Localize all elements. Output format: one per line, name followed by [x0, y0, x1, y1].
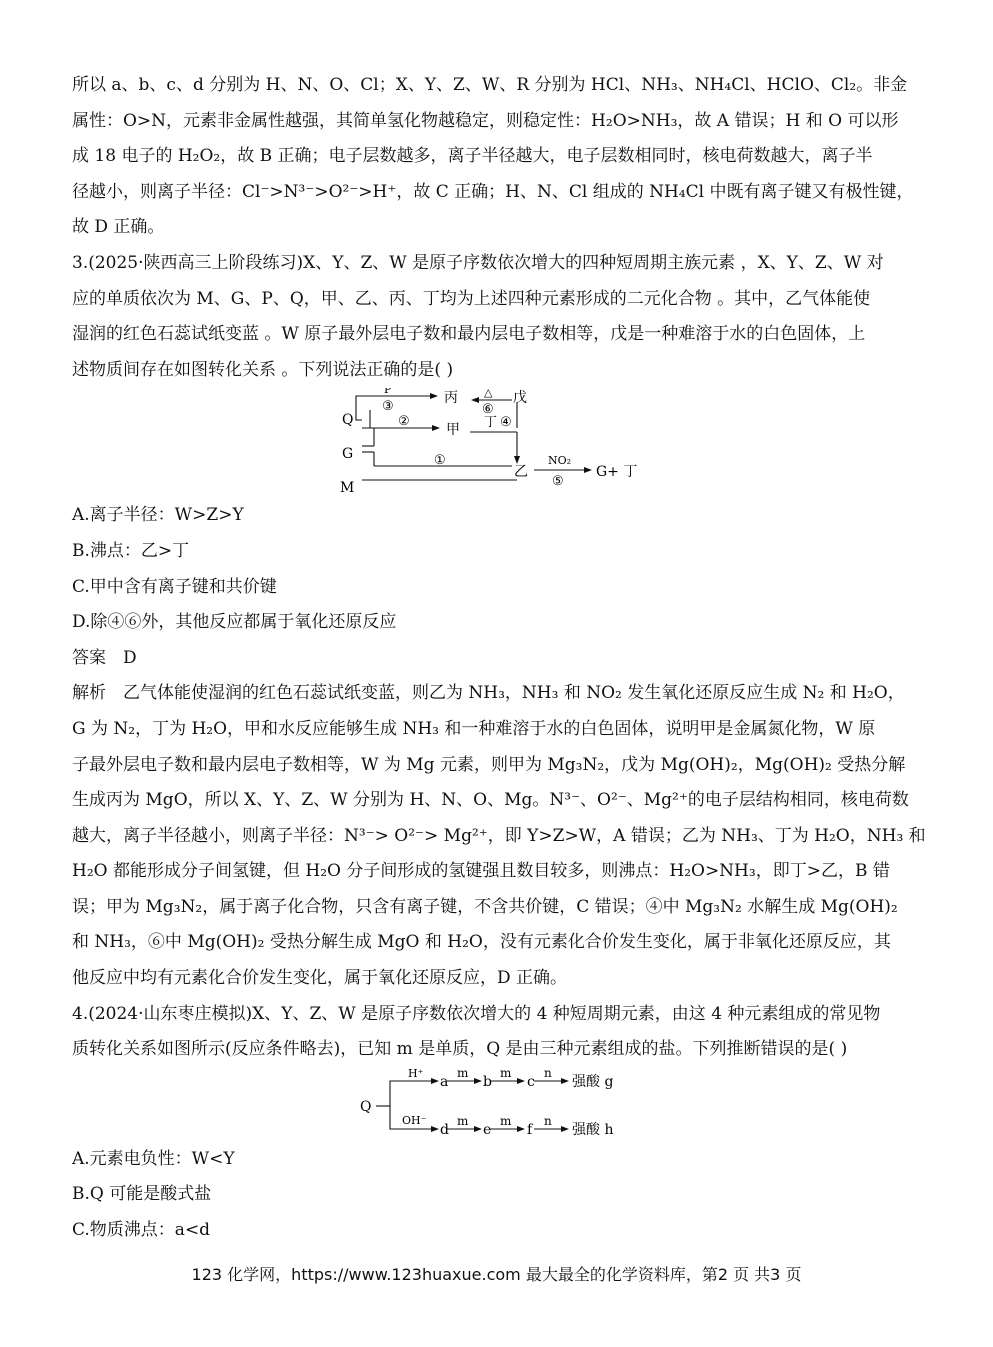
compound-bing: 丙 — [444, 390, 458, 407]
compound-f: f — [527, 1121, 533, 1138]
step-4: ④ — [500, 415, 512, 431]
q3-diagram-svg — [72, 388, 932, 498]
reagent-m: m — [457, 1067, 469, 1080]
step-2: ② — [398, 414, 410, 430]
compound-wu: 戊 — [513, 390, 527, 407]
compound-a: a — [440, 1073, 449, 1090]
page-content — [72, 68, 932, 1249]
question-stem-line: 质转化关系如图所示(反应条件略去)，已知 m 是单质，Q 是由三种元素组成的盐。下列推断错误的是( ) — [72, 1039, 848, 1060]
option-a: A.元素电负性：W<Y — [72, 1148, 235, 1169]
q3-transformation-diagram — [72, 388, 932, 498]
heat-symbol: △ — [484, 388, 493, 400]
analysis-line: 和 NH₃，⑥中 Mg(OH)₂ 受热分解生成 MgO 和 H₂O，没有元素化合价发生变化，属于非氧化还原反应，其 — [72, 932, 891, 953]
text-line: 故 D 正确。 — [72, 217, 165, 238]
compound-b: b — [483, 1073, 492, 1090]
step-5: ⑤ — [552, 474, 564, 490]
analysis-line: G 为 N₂，丁为 H₂O，甲和水反应能够生成 NH₃ 和一种难溶于水的白色固体，说明甲是金属氮化物，W 原 — [72, 718, 876, 739]
question-stem-line: 应的单质依次为 M、G、P、Q，甲、乙、丙、丁均为上述四种元素形成的二元化合物 。其中，乙气体能使 — [72, 288, 871, 309]
compound-e: e — [483, 1121, 492, 1138]
option-b: B.Q 可能是酸式盐 — [72, 1184, 212, 1205]
answer-label: 答案 — [72, 647, 106, 668]
step-3: ③ — [382, 399, 394, 415]
text-line: 成 18 电子的 H₂O₂，故 B 正确；电子层数越多，离子半径越大，电子层数相同时，核电荷数越大，离子半 — [72, 146, 873, 167]
compound-d: d — [440, 1121, 449, 1138]
analysis-line: 解析 乙气体能使湿润的红色石蕊试纸变蓝，则乙为 NH₃，NH₃ 和 NO₂ 发生氧化还原反应生成 N₂ 和 H₂O， — [72, 683, 905, 704]
reagent-ding: 丁 — [484, 415, 498, 431]
analysis-line: 子最外层电子数和最内层电子数相等，W 为 Mg 元素，则甲为 Mg₃N₂，戊为 Mg(OH)₂，Mg(OH)₂ 受热分解 — [72, 754, 906, 775]
step-1: ① — [434, 453, 446, 469]
option-c: C.物质沸点：a<d — [72, 1220, 211, 1241]
compound-c: c — [527, 1073, 535, 1090]
question-stem-line: 3.(2025·陕西高三上阶段练习)X、Y、Z、W 是原子序数依次增大的四种短周期主族元素 ，X、Y、Z、W 对 — [72, 252, 884, 273]
reagent-m: m — [500, 1067, 512, 1080]
page-footer: 123 化学网，https://www.123huaxue.com 最大最全的化学资料库，第2 页 共3 页 — [191, 1265, 802, 1284]
previous-analysis — [72, 68, 932, 246]
q4-diagram-svg — [72, 1068, 932, 1142]
reagent-n: n — [544, 1067, 552, 1080]
text-line: 属性：O>N，元素非金属性越强，其简单氢化物越稳定，则稳定性：H₂O>NH₃，故 A 错误；H 和 O 可以形 — [72, 110, 899, 131]
question-stem-line: 述物质间存在如图转化关系 。下列说法正确的是( ) — [72, 359, 454, 380]
answer-line — [72, 641, 932, 677]
label-G: G — [342, 446, 354, 463]
q4-transformation-diagram — [72, 1068, 932, 1142]
label-Q: Q — [342, 412, 354, 429]
label-M: M — [340, 480, 355, 497]
option-c: C.甲中含有离子键和共价键 — [72, 576, 277, 597]
label-hplus: H⁺ — [408, 1067, 424, 1080]
strong-acid-g: 强酸 g — [572, 1073, 614, 1090]
question-4 — [72, 997, 932, 1249]
label-P: P — [384, 388, 392, 397]
step-6: ⑥ — [482, 402, 494, 418]
text-line: 径越小，则离子半径：Cl⁻>N³⁻>O²⁻>H⁺，故 C 正确；H、N、Cl 组成的 NH₄Cl 中既有离子键又有极性键， — [72, 181, 914, 202]
compound-yi: 乙 — [514, 464, 528, 481]
option-a: A.离子半径：W>Z>Y — [72, 505, 244, 526]
answer-value: D — [123, 647, 137, 668]
option-b: B.沸点：乙>丁 — [72, 540, 190, 561]
text-line: 所以 a、b、c、d 分别为 H、N、O、Cl；X、Y、Z、W、R 分别为 HCl、NH₃、NH₄Cl、HClO、Cl₂。非金 — [72, 75, 908, 95]
product-g-ding: G+ 丁 — [596, 464, 638, 481]
question-3 — [72, 246, 932, 997]
analysis-line: 误；甲为 Mg₃N₂，属于离子化合物，只含有离子键，不含共价键，C 错误；④中 Mg₃N₂ 水解生成 Mg(OH)₂ — [72, 896, 898, 917]
label-ohminus: OH⁻ — [402, 1113, 427, 1127]
analysis-line: 生成丙为 MgO，所以 X、Y、Z、W 分别为 H、N、O、Mg。N³⁻、O²⁻、Mg²⁺的电子层结构相同，核电荷数 — [72, 790, 909, 811]
analysis-line: H₂O 都能形成分子间氢键，但 H₂O 分子间形成的氢键强且数目较多，则沸点：H₂O>NH₃，即丁>乙，B 错 — [72, 861, 890, 882]
strong-acid-h: 强酸 h — [572, 1121, 614, 1138]
question-stem-line: 湿润的红色石蕊试纸变蓝 。W 原子最外层电子数和最内层电子数相等，戊是一种难溶于水的白色固体，上 — [72, 324, 866, 345]
compound-jia: 甲 — [446, 422, 460, 439]
reagent-m: m — [500, 1113, 512, 1128]
reagent-n: n — [544, 1113, 552, 1128]
question-stem-line: 4.(2024·山东枣庄模拟)X、Y、Z、W 是原子序数依次增大的 4 种短周期元素，由这 4 种元素组成的常见物 — [72, 1003, 881, 1024]
analysis-line: 越大，离子半径越小，则离子半径：N³⁻> O²⁻> Mg²⁺，即 Y>Z>W，A 错误；乙为 NH₃、丁为 H₂O，NH₃ 和 — [72, 825, 926, 846]
reagent-no2: NO₂ — [548, 454, 572, 468]
option-d: D.除④⑥外，其他反应都属于氧化还原反应 — [72, 612, 397, 633]
reagent-m: m — [457, 1113, 469, 1128]
analysis-line: 他反应中均有元素化合价发生变化，属于氧化还原反应，D 正确。 — [72, 968, 568, 989]
label-Q: Q — [360, 1098, 372, 1115]
